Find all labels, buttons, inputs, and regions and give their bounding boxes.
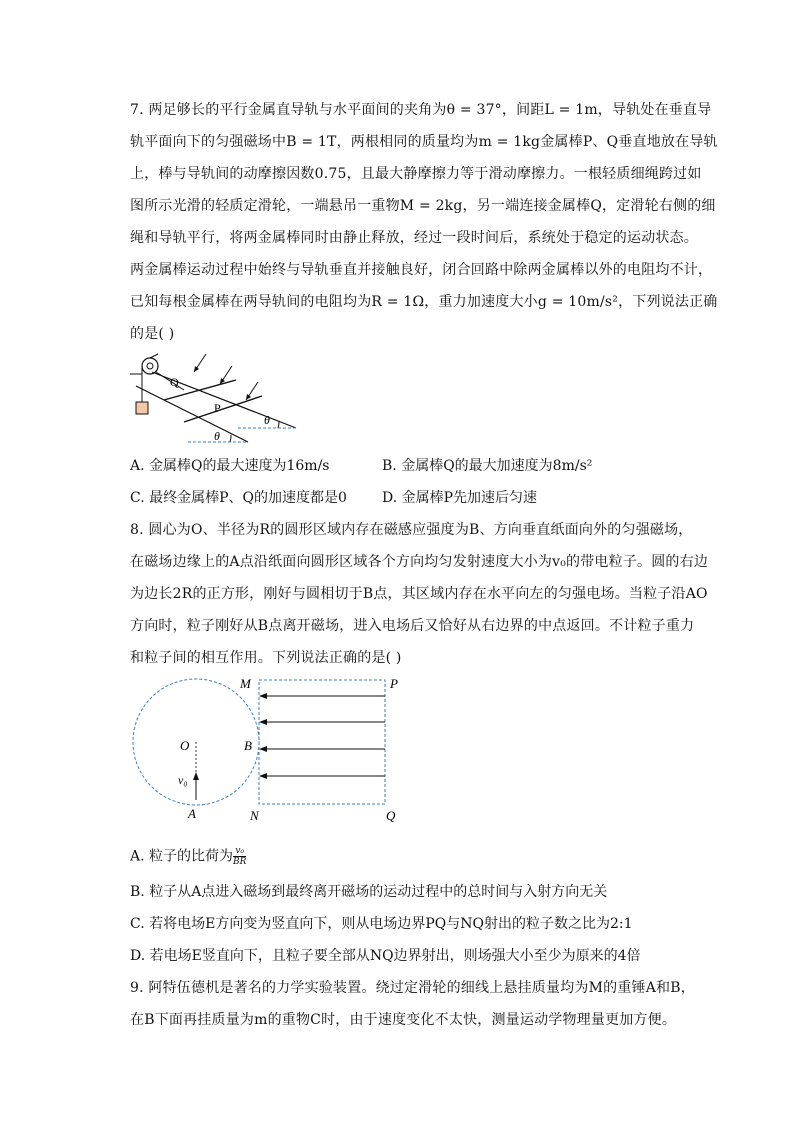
label-q: Q [170,375,179,389]
fraction-numerator: v₀ [233,846,246,857]
q8-option-a[interactable] [130,846,246,867]
q7-figure-incline-rails [128,350,308,450]
label-m: M [240,676,251,691]
q8-option-c[interactable]: C. 若将电场E方向变为竖直向下，则从电场边界PQ与NQ射出的粒子数之比为2:1 [130,916,633,932]
q8-option-b[interactable]: B. 粒子从A点进入磁场到最终离开磁场的运动过程中的总时间与入射方向无关 [130,884,608,900]
q7-line-2: 轨平面向下的匀强磁场中B = 1T，两根相同的质量均为m = 1kg金属棒P、Q垂直地放在导轨 [130,134,718,150]
q7-line-8: 的是( ) [130,326,175,342]
label-a: A [188,806,196,821]
label-theta-lower: θ [214,429,220,443]
label-n: N [250,808,259,823]
q8-line-3: 为边长2R的正方形，刚好与圆相切于B点，其区域内存在水平向左的匀强电场。当粒子沿AO [130,586,708,602]
label-p: P [390,676,398,691]
q7-line-6: 两金属棒运动过程中始终与导轨垂直并接触良好，闭合回路中除两金属棒以外的电阻均不计， [130,262,713,278]
q8-option-d[interactable]: D. 若电场E竖直向下，且粒子要全部从NQ边界射出，则场强大小至少为原来的4倍 [130,948,641,964]
q7-line-4: 图所示光滑的轻质定滑轮，一端悬吊一重物M = 2kg，另一端连接金属棒Q，定滑轮右侧的细 [130,198,716,214]
label-theta-upper: θ [264,413,270,427]
q7-line-5: 绳和导轨平行，将两金属棒同时由静止释放，经过一段时间后，系统处于稳定的运动状态。 [130,230,698,246]
q8-option-a-prefix: A. 粒子的比荷为 [130,848,234,865]
electric-square [259,680,385,804]
q7-line-3: 上，棒与导轨间的动摩擦因数0.75，且最大静摩擦力等于滑动摩擦力。一根轻质细绳跨过如 [130,166,702,182]
q8-line-1: 8. 圆心为O、半径为R的圆形区域内存在磁感应强度为B、方向垂直纸面向外的匀强磁场， [130,522,693,538]
label-v0: v₀ [178,773,188,787]
rail-lower [136,386,248,442]
label-p: P [214,401,221,415]
q7-option-d[interactable]: D. 金属棒P先加速后匀速 [382,490,538,506]
q9-line-2: 在B下面再挂质量为m的重物C时，由于速度变化不太快，测量运动学物理量更加方便。 [130,1012,677,1028]
q8-line-2: 在磁场边缘上的A点沿纸面向圆形区域各个方向均匀发射速度大小为v₀的带电粒子。圆的右边 [130,554,709,570]
q7-line-1: 7. 两足够长的平行金属直导轨与水平面间的夹角为θ = 37°，间距L = 1m，导轨处在垂直导 [130,102,712,118]
q7-line-7: 已知每根金属棒在两导轨间的电阻均为R = 1Ω，重力加速度大小g = 10m/s²，下列说法正确 [130,294,718,310]
q7-option-c[interactable]: C. 最终金属棒P、Q的加速度都是0 [130,490,347,506]
label-o: O [180,738,190,753]
q8-line-5: 和粒子间的相互作用。下列说法正确的是( ) [130,650,402,666]
pulley-icon [142,358,158,374]
label-b: B [244,738,252,753]
q7-option-a[interactable]: A. 金属棒Q的最大速度为16m/s [130,458,330,474]
hanging-weight [136,402,148,414]
fraction-v0-over-br [233,846,246,867]
q8-line-4: 方向时，粒子刚好从B点离开磁场，进入电场后又恰好从右边界的中点返回。不计粒子重力 [130,618,695,634]
q7-option-b[interactable]: B. 金属棒Q的最大加速度为8m/s² [382,458,593,474]
q9-line-1: 9. 阿特伍德机是著名的力学实验装置。绕过定滑轮的细线上悬挂质量均为M的重锤A和B， [130,980,695,996]
fraction-denominator: BR [233,857,247,867]
q8-figure-circle-field [126,672,416,832]
label-q: Q [386,808,396,823]
